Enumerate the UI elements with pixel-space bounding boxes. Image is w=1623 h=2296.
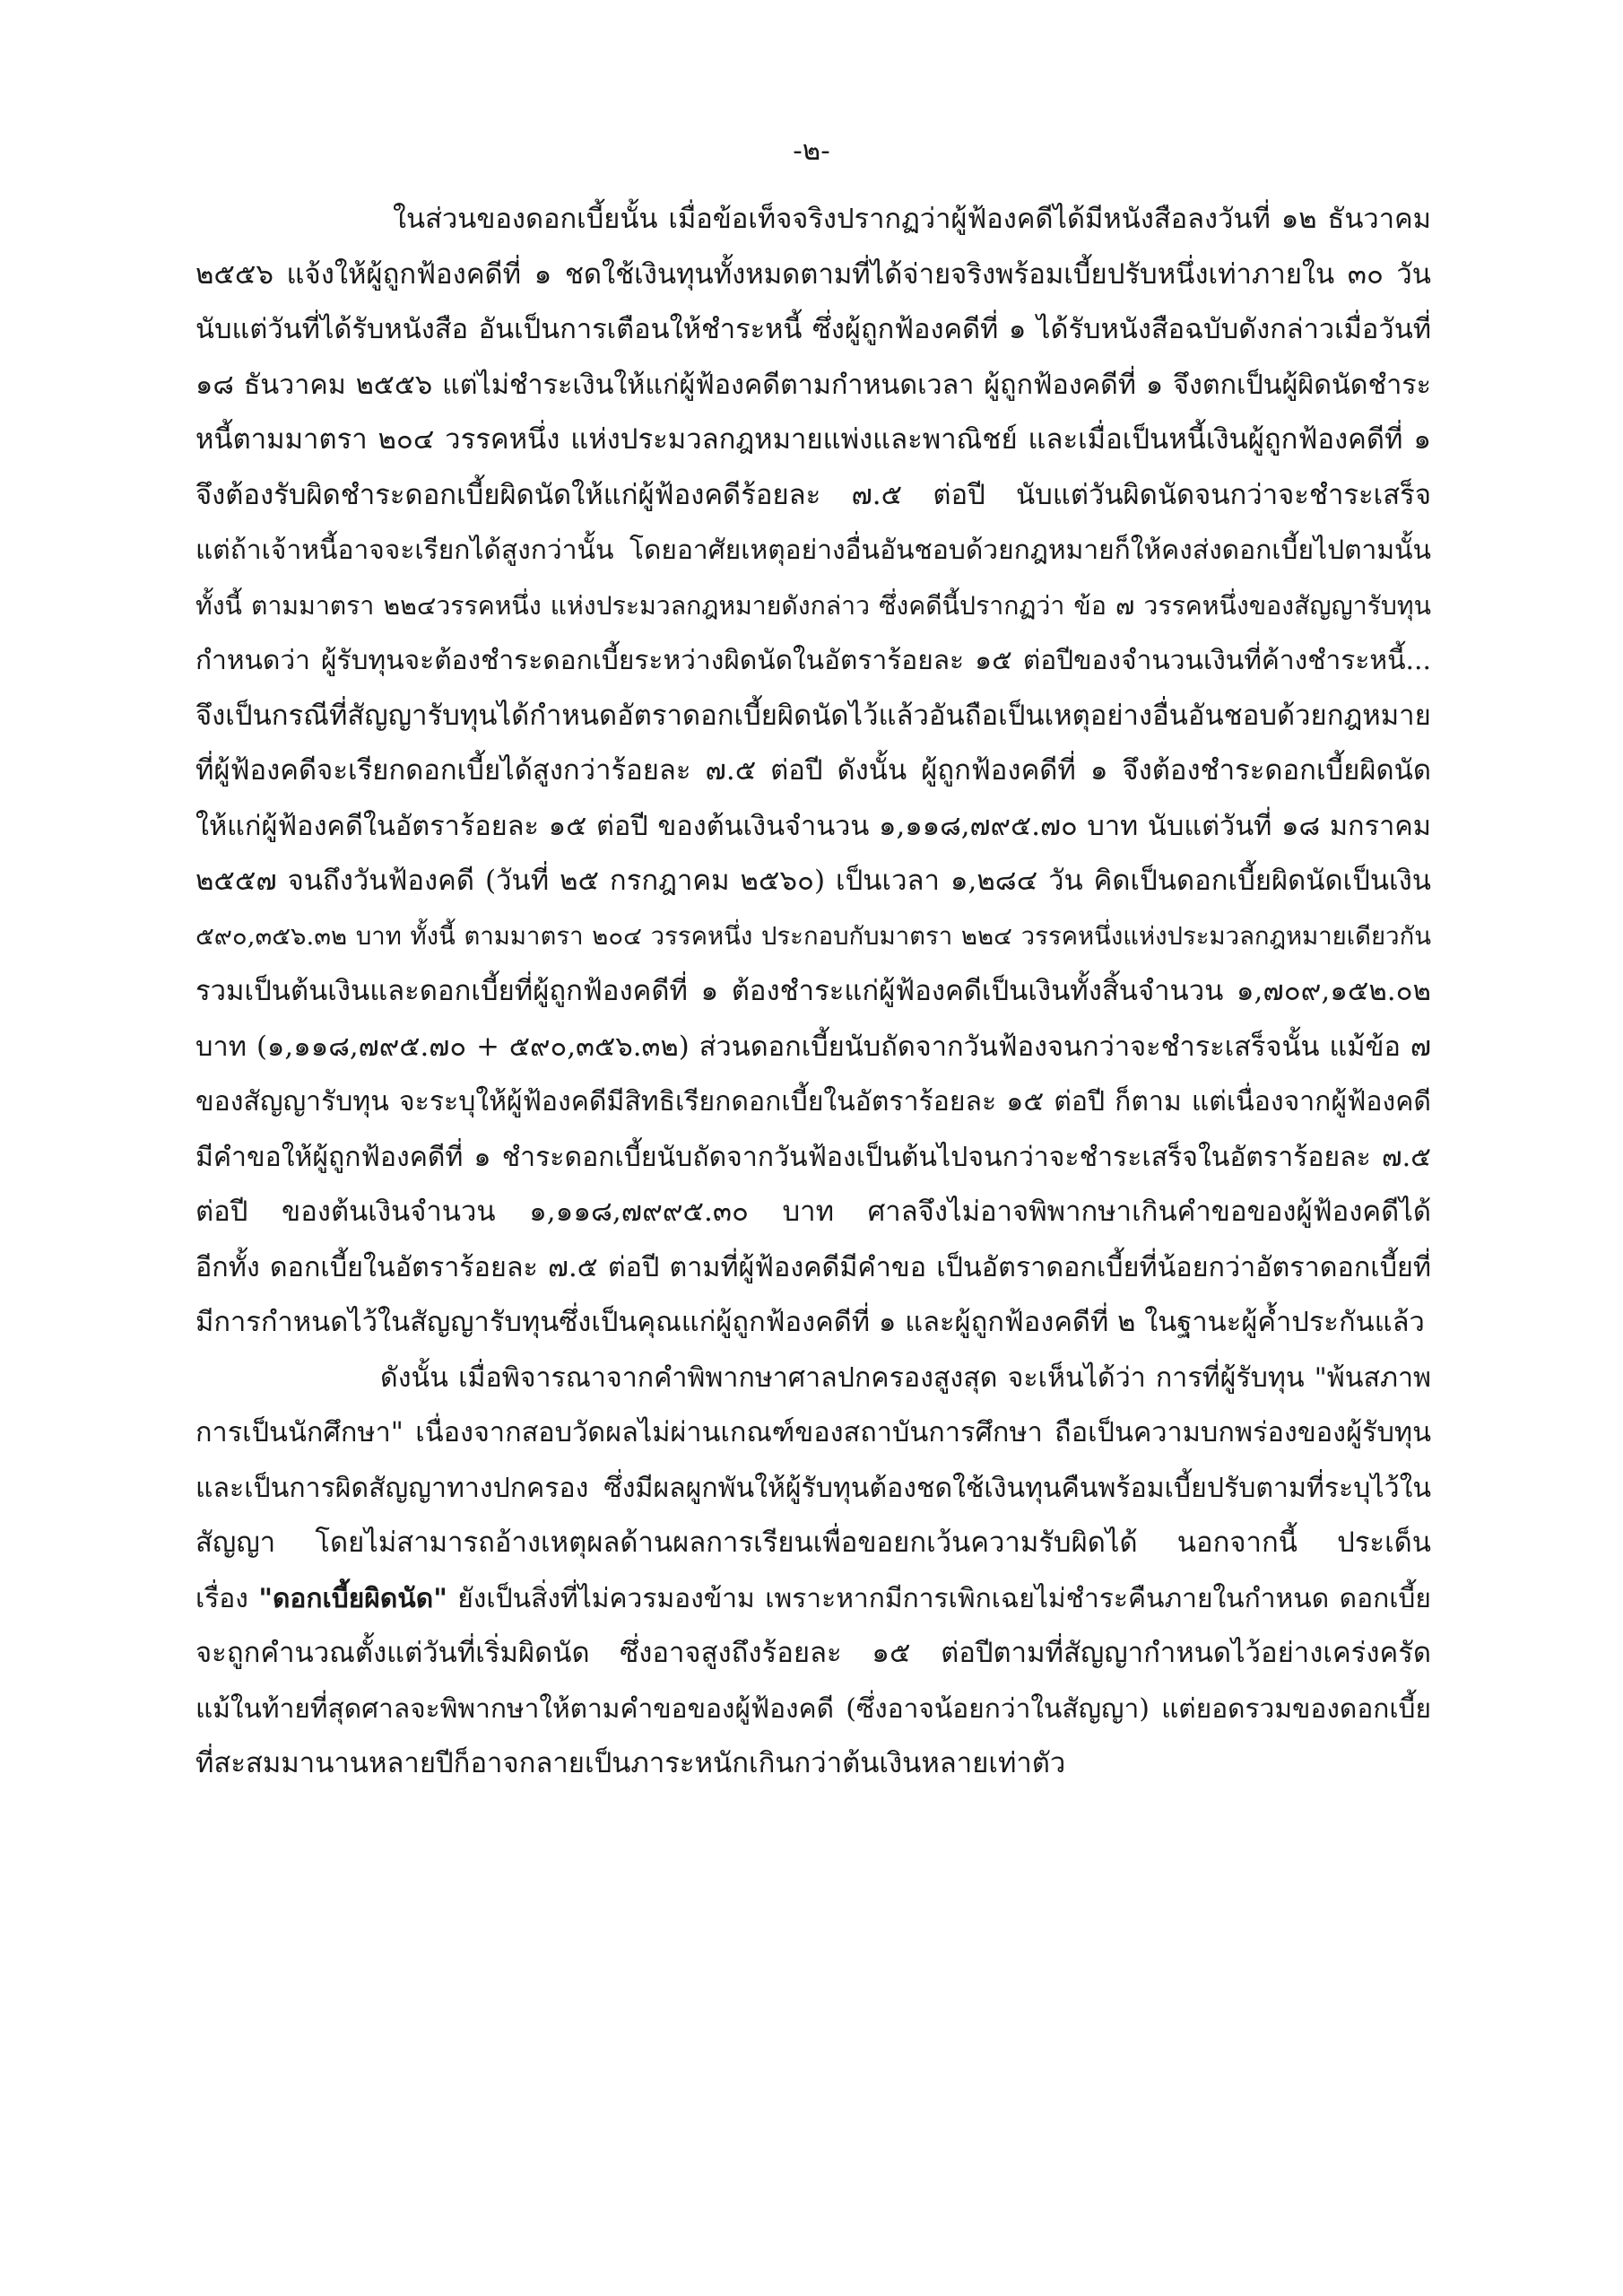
text-segment: ยังเป็นสิ่งที่ไม่ควรมองข้าม เพราะหากมีการเพิกเฉยไม่ชำระคืนภายในกำหนด ดอกเบี้ย [447,1582,1431,1614]
text-line-with-emphasis [195,1571,1431,1627]
text-line: ที่สะสมมานานหลายปีก็อาจกลายเป็นภาระหนักเกินกว่าต้นเงินหลายเท่าตัว [195,1747,1066,1779]
text-line: ในส่วนของดอกเบี้ยนั้น เมื่อข้อเท็จจริงปรากฏว่าผู้ฟ้องคดีได้มีหนังสือลงวันที่ ๑๒ ธันวาคม [393,203,1431,235]
text-line: ต่อปี ของต้นเงินจำนวน ๑,๑๑๘,๗๙๙๕.๓๐ บาท ศาลจึงไม่อาจพิพากษาเกินคำขอของผู้ฟ้องคดีได้ [195,1196,1431,1228]
text-line: แต่ถ้าเจ้าหนี้อาจจะเรียกได้สูงกว่านั้น โดยอาศัยเหตุอย่างอื่นอันชอบด้วยกฎหมายก็ให้คงส่งดอกเบี้ยไปตามนั้น [195,535,1431,566]
text-line: รวมเป็นต้นเงินและดอกเบี้ยที่ผู้ถูกฟ้องคดีที่ ๑ ต้องชำระแก่ผู้ฟ้องคดีเป็นเงินทั้งสิ้นจำนวน ๑,๗๐๙,๑๕๒.๐๒ [195,975,1431,1007]
text-line: แม้ในท้ายที่สุดศาลจะพิพากษาให้ตามคำขอของผู้ฟ้องคดี (ซึ่งอาจน้อยกว่าในสัญญา) แต่ยอดรวมของดอกเบี้ย [195,1692,1431,1725]
text-line: บาท (๑,๑๑๘,๗๙๕.๗๐ + ๕๙๐,๓๕๖.๓๒) ส่วนดอกเบี้ยนับถัดจากวันฟ้องจนกว่าจะชำระเสร็จนั้น แม้ข้อ ๗ [195,1030,1431,1063]
text-line: จึงต้องรับผิดชำระดอกเบี้ยผิดนัดให้แก่ผู้ฟ้องคดีร้อยละ ๗.๕ ต่อปี นับแต่วันผิดนัดจนกว่าจะชำระเสร็จ [195,478,1431,511]
text-line: กำหนดว่า ผู้รับทุนจะต้องชำระดอกเบี้ยระหว่างผิดนัดในอัตราร้อยละ ๑๕ ต่อปีของจำนวนเงินที่ค้างชำระหนี้... [195,645,1431,676]
paragraph-interest-analysis [195,192,1431,1351]
text-line: ของสัญญารับทุน จะระบุให้ผู้ฟ้องคดีมีสิทธิเรียกดอกเบี้ยในอัตราร้อยละ ๑๕ ต่อปี ก็ตาม แต่เนื่องจากผู้ฟ้องคดี [195,1086,1431,1118]
text-line: ๒๕๕๗ จนถึงวันฟ้องคดี (วันที่ ๒๕ กรกฎาคม ๒๕๖๐) เป็นเวลา ๑,๒๘๔ วัน คิดเป็นดอกเบี้ยผิดนัดเป็นเงิน [195,865,1431,897]
text-line: สัญญา โดยไม่สามารถอ้างเหตุผลด้านผลการเรียนเพื่อขอยกเว้นความรับผิดได้ นอกจากนี้ ประเด็น [195,1526,1431,1559]
text-segment: เรื่อง [195,1582,259,1614]
text-line: การเป็นนักศึกษา" เนื่องจากสอบวัดผลไม่ผ่านเกณฑ์ของสถาบันการศึกษา ถือเป็นความบกพร่องของผู้รับทุน [195,1417,1431,1448]
text-line: อีกทั้ง ดอกเบี้ยในอัตราร้อยละ ๗.๕ ต่อปี ตามที่ผู้ฟ้องคดีมีคำขอ เป็นอัตราดอกเบี้ยที่น้อยกว่าอัตราดอกเบี้ยที่ [195,1251,1431,1283]
text-line: ๑๘ ธันวาคม ๒๕๕๖ แต่ไม่ชำระเงินให้แก่ผู้ฟ้องคดีตามกำหนดเวลา ผู้ถูกฟ้องคดีที่ ๑ จึงตกเป็นผู้ผิดนัดชำระ [195,369,1431,401]
text-line: ที่ผู้ฟ้องคดีจะเรียกดอกเบี้ยได้สูงกว่าร้อยละ ๗.๕ ต่อปี ดังนั้น ผู้ถูกฟ้องคดีที่ ๑ จึงต้องชำระดอกเบี้ยผิดนัด [195,754,1431,787]
text-line: จึงเป็นกรณีที่สัญญารับทุนได้กำหนดอัตราดอกเบี้ยผิดนัดไว้แล้วอันถือเป็นเหตุอย่างอื่นอันชอบด้วยกฎหมาย [195,699,1431,732]
text-line: ให้แก่ผู้ฟ้องคดีในอัตราร้อยละ ๑๕ ต่อปี ของต้นเงินจำนวน ๑,๑๑๘,๗๙๕.๗๐ บาท นับแต่วันที่ ๑๘ มกราคม [195,810,1431,842]
text-line: ๕๙๐,๓๕๖.๓๒ บาท ทั้งนี้ ตามมาตรา ๒๐๔ วรรคหนึ่ง ประกอบกับมาตรา ๒๒๔ วรรคหนึ่งแห่งประมวลกฎหมายเดียวกัน [195,921,1431,951]
paragraph-conclusion [195,1351,1431,1792]
page-number: -๒- [793,135,830,167]
text-line: และเป็นการผิดสัญญาทางปกครอง ซึ่งมีผลผูกพันให้ผู้รับทุนต้องชดใช้เงินทุนคืนพร้อมเบี้ยปรับตามที่ระบุไว้ใน [195,1472,1431,1504]
text-line: ดังนั้น เมื่อพิจารณาจากคำพิพากษาศาลปกครองสูงสุด จะเห็นได้ว่า การที่ผู้รับทุน "พ้นสภาพ [380,1361,1431,1394]
text-line: ๒๕๕๖ แจ้งให้ผู้ถูกฟ้องคดีที่ ๑ ชดใช้เงินทุนทั้งหมดตามที่ได้จ่ายจริงพร้อมเบี้ยปรับหนึ่งเท่าภายใน ๓๐ วัน [195,257,1431,291]
text-line: นับแต่วันที่ได้รับหนังสือ อันเป็นการเตือนให้ชำระหนี้ ซึ่งผู้ถูกฟ้องคดีที่ ๑ ได้รับหนังสือฉบับดังกล่าวเมื่อวันที่ [195,313,1431,345]
document-body [195,192,1431,1792]
emphasized-term-late-interest: "ดอกเบี้ยผิดนัด" [258,1582,447,1614]
text-line: ทั้งนี้ ตามมาตรา ๒๒๔วรรคหนึ่ง แห่งประมวลกฎหมายดังกล่าว ซึ่งคดีนี้ปรากฏว่า ข้อ ๗ วรรคหนึ่งของสัญญารับทุน [195,590,1431,621]
text-line: มีคำขอให้ผู้ถูกฟ้องคดีที่ ๑ ชำระดอกเบี้ยนับถัดจากวันฟ้องเป็นต้นไปจนกว่าจะชำระเสร็จในอัตราร้อยละ ๗.๕ [195,1141,1431,1173]
text-line: จะถูกคำนวณตั้งแต่วันที่เริ่มผิดนัด ซึ่งอาจสูงถึงร้อยละ ๑๕ ต่อปีตามที่สัญญากำหนดไว้อย่างเคร่งครัด [195,1637,1431,1669]
text-line: มีการกำหนดไว้ในสัญญารับทุนซึ่งเป็นคุณแก่ผู้ถูกฟ้องคดีที่ ๑ และผู้ถูกฟ้องคดีที่ ๒ ในฐานะผู้ค้ำประกันแล้ว [195,1306,1425,1338]
text-line: หนี้ตามมาตรา ๒๐๔ วรรคหนึ่ง แห่งประมวลกฎหมายแพ่งและพาณิชย์ และเมื่อเป็นหนี้เงินผู้ถูกฟ้องคดีที่ ๑ [195,423,1431,456]
